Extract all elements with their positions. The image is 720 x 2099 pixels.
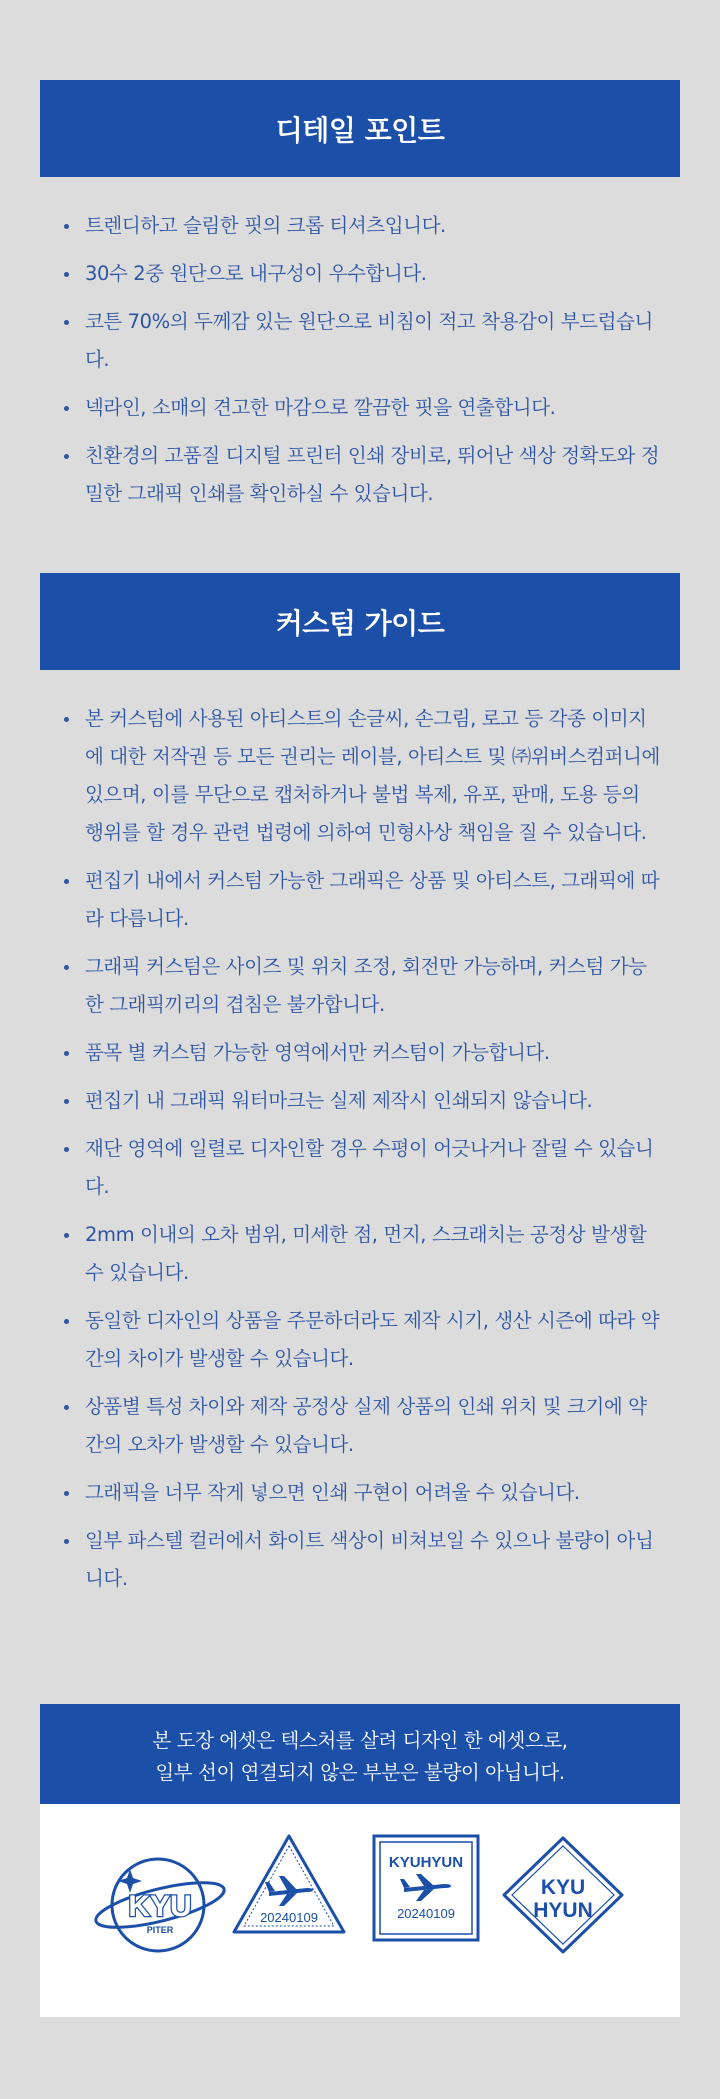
note-line-1: 본 도장 에셋은 텍스처를 살려 디자인 한 에셋으로, (152, 1729, 568, 1752)
detail-points-list (40, 207, 680, 523)
stamp-2-date: 20240109 (260, 1910, 318, 1925)
list-item: 코튼 70%의 두께감 있는 원단으로 비침이 적고 착용감이 부드럽습니다. (40, 303, 680, 379)
stamp-1-sub-text: PITER (146, 1925, 174, 1935)
list-item: 2mm 이내의 오차 범위, 미세한 점, 먼지, 스크래치는 공정상 발생할 수 있습니다. (40, 1216, 680, 1292)
list-item: 30수 2중 원단으로 내구성이 우수합니다. (40, 255, 680, 293)
list-item: 친환경의 고품질 디지털 프린터 인쇄 장비로, 뛰어난 색상 정확도와 정밀한 그래픽 인쇄를 확인하실 수 있습니다. (40, 437, 680, 513)
list-item: 편집기 내 그래픽 워터마크는 실제 제작시 인쇄되지 않습니다. (40, 1082, 680, 1120)
stamp-showcase (40, 1804, 680, 2017)
custom-guide-list (40, 700, 680, 1608)
custom-guide-header (40, 573, 680, 670)
list-item: 그래픽을 너무 작게 넣으면 인쇄 구현이 어려울 수 있습니다. (40, 1474, 680, 1512)
detail-points-title: 디테일 포인트 (275, 113, 445, 147)
list-item: 그래픽 커스텀은 사이즈 및 위치 조정, 회전만 가능하며, 커스텀 가능한 그래픽끼리의 겹침은 불가합니다. (40, 948, 680, 1024)
list-item: 재단 영역에 일렬로 디자인할 경우 수평이 어긋나거나 잘릴 수 있습니다. (40, 1130, 680, 1206)
list-item: 본 커스텀에 사용된 아티스트의 손글씨, 손그림, 로고 등 각종 이미지에 대한 저작권 등 모든 권리는 레이블, 아티스트 및 ㈜위버스컴퍼니에 있으며, 이를 무단으로 캡처하거나 불법 복제, 유포, 판매, 도용 등의 행위를 할 경우 관련 법령에 의하여 민형사상 책임을 질 수 있습니다. (40, 700, 680, 852)
stamp-asset-note (40, 1704, 680, 1804)
list-item: 품목 별 커스텀 가능한 영역에서만 커스텀이 가능합니다. (40, 1034, 680, 1072)
kyuhyun-square-stamp (372, 1834, 480, 1942)
custom-guide-title: 커스텀 가이드 (275, 606, 445, 640)
stamp-3-date: 20240109 (397, 1906, 455, 1921)
stamp-4-line-1: KYU (540, 1876, 586, 1899)
list-item: 편집기 내에서 커스텀 가능한 그래픽은 상품 및 아티스트, 그래픽에 따라 다릅니다. (40, 862, 680, 938)
detail-points-header (40, 80, 680, 177)
airplane-triangle-stamp (230, 1832, 348, 1936)
list-item: 넥라인, 소매의 견고한 마감으로 깔끔한 핏을 연출합니다. (40, 389, 680, 427)
airplane-icon (265, 1876, 313, 1906)
kyupiter-planet-stamp (92, 1849, 228, 1959)
list-item: 상품별 특성 차이와 제작 공정상 실제 상품의 인쇄 위치 및 크기에 약간의 오차가 발생할 수 있습니다. (40, 1388, 680, 1464)
kyuhyun-diamond-stamp (498, 1834, 628, 1956)
stamp-3-name: KYUHYUN (388, 1854, 464, 1871)
list-item: 동일한 디자인의 상품을 주문하더라도 제작 시기, 생산 시즌에 따라 약간의 차이가 발생할 수 있습니다. (40, 1302, 680, 1378)
stamp-1-main-text: KYU (128, 1890, 192, 1923)
airplane-icon (400, 1874, 451, 1901)
list-item: 일부 파스텔 컬러에서 화이트 색상이 비쳐보일 수 있으나 불량이 아닙니다. (40, 1522, 680, 1598)
list-item: 트렌디하고 슬림한 핏의 크롭 티셔츠입니다. (40, 207, 680, 245)
stamp-4-line-2: HYUN (533, 1899, 593, 1922)
note-line-2: 일부 선이 연결되지 않은 부분은 불량이 아닙니다. (155, 1761, 565, 1784)
